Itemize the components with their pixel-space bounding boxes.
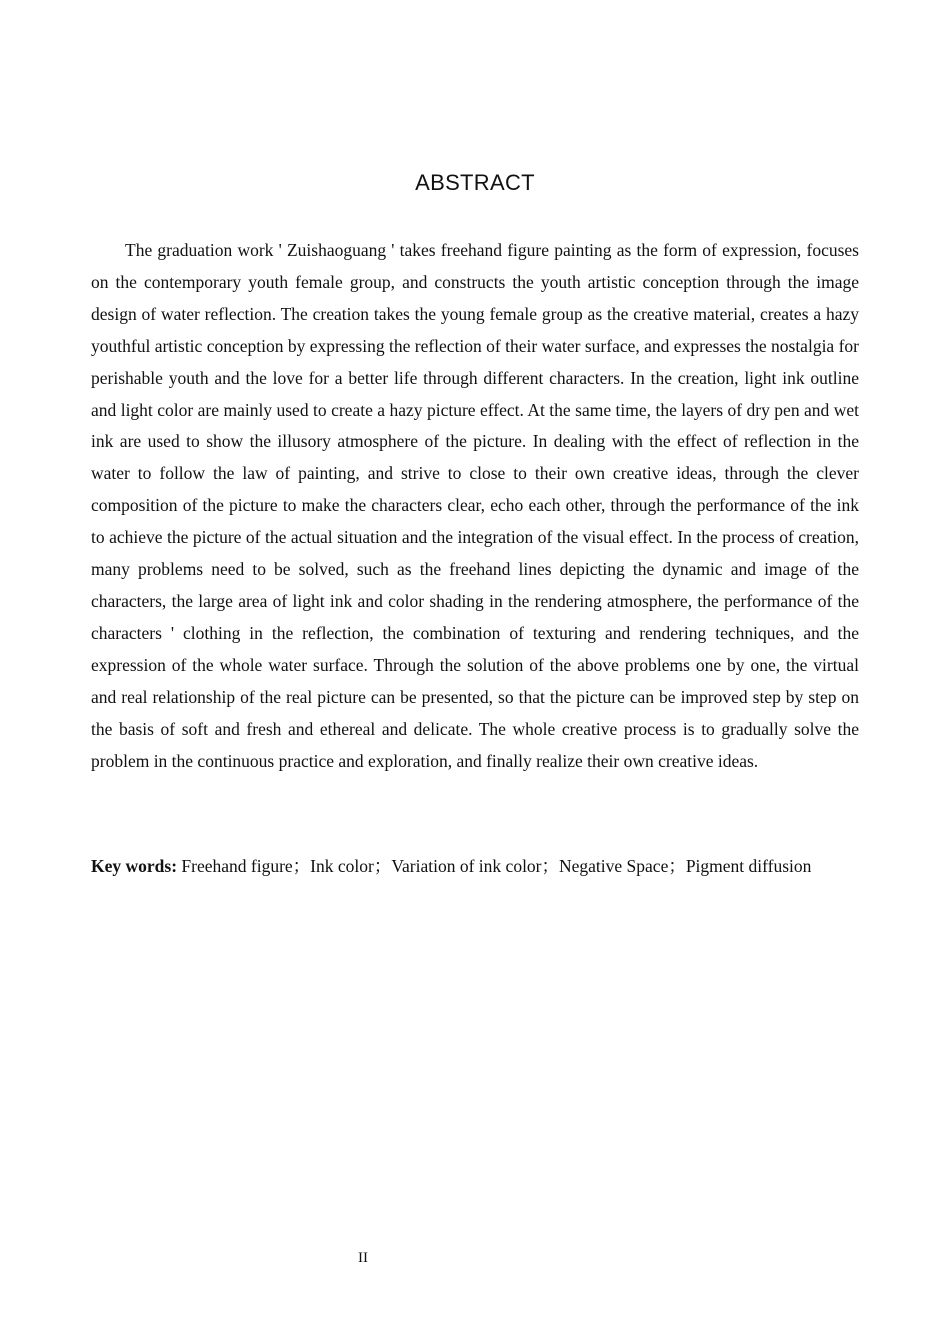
keywords-text: Freehand figure；Ink color；Variation of ink color；Negative Space；Pigment diffusion [177,856,812,876]
keywords-line [91,851,859,883]
keywords-label: Key words: [91,856,178,876]
page-number: II [358,1250,368,1266]
abstract-body: The graduation work ' Zuishaoguang ' takes freehand figure painting as the form of expression, focuses on the contemporary youth female group, and constructs the youth artistic conception through the image design of water reflection. The creation takes the young female group as the creative material, creates a hazy youthful artistic conception by expressing the reflection of their water surface, and expresses the nostalgia for perishable youth and the love for a better life through different characters. In the creation, light ink outline and light color are mainly used to create a hazy picture effect. At the same time, the layers of dry pen and wet ink are used to show the illusory atmosphere of the picture. In dealing with the effect of reflection in the water to follow the law of painting, and strive to close to their own creative ideas, through the clever composition of the picture to make the characters clear, echo each other, through the performance of the ink to achieve the picture of the actual situation and the integration of the visual effect. In the process of creation, many problems need to be solved, such as the freehand lines depicting the dynamic and image of the characters, the large area of light ink and color shading in the rendering atmosphere, the performance of the characters ' clothing in the reflection, the combination of texturing and rendering techniques, and the expression of the whole water surface. Through the solution of the above problems one by one, the virtual and real relationship of the real picture can be presented, so that the picture can be improved step by step on the basis of soft and fresh and ethereal and delicate. The whole creative process is to gradually solve the problem in the continuous practice and exploration, and finally realize their own creative ideas. [91,240,859,771]
abstract-title: ABSTRACT [415,170,535,195]
